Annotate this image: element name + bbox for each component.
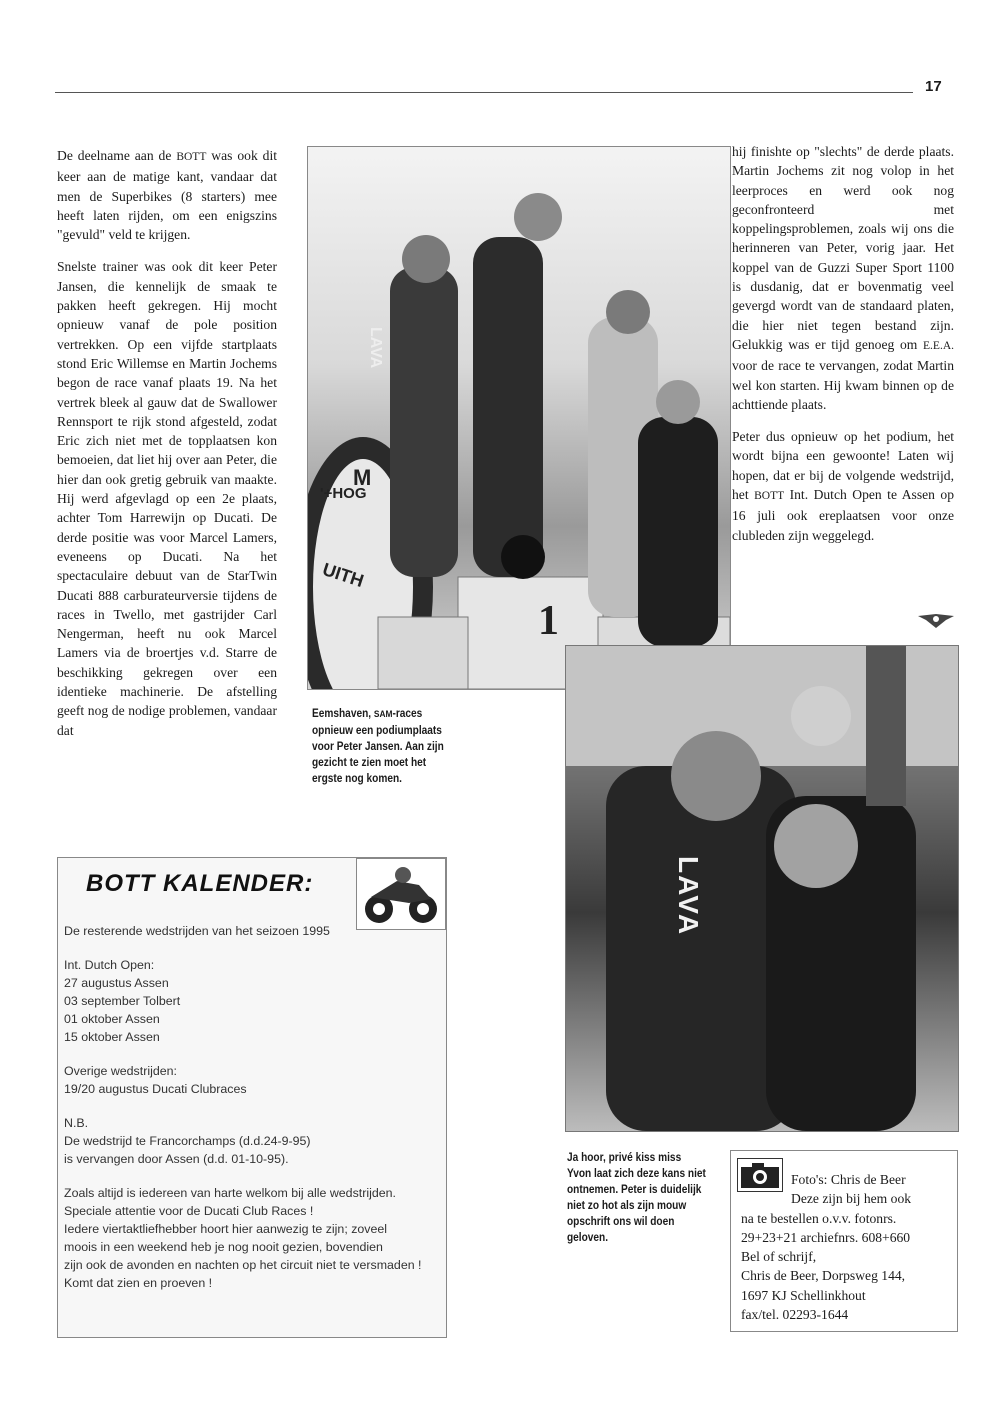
kalender-group-2: Overige wedstrijden: 19/20 augustus Ducati Clubraces	[64, 1064, 247, 1096]
podium-number: 1	[538, 598, 559, 644]
article-column-1	[57, 146, 277, 753]
photo-credit-box	[730, 1150, 958, 1332]
kalender-intro: De resterende wedstrijden van het seizoen 1995	[64, 924, 330, 938]
podium-illustration	[308, 147, 730, 689]
kiss-illustration	[566, 646, 958, 1131]
credit-text: Foto's: Chris de Beer Deze zijn bij hem ook na te bestellen o.v.v. fotonrs. 29+23+21 archiefnrs. 608+660 Bel of schrijf, Chris de Beer, Dorpsweg 144, 1697 KJ Schellinkhout fax/tel. 02293-1644	[741, 1172, 912, 1323]
paragraph-4: Peter dus opnieuw op het podium, het wordt bijna een gewoonte! Laten wij hopen, dat er bij de volgende wedstrijd, het BOTT Int. Dutch Open te Assen op 16 juli ook ereplaatsen voor onze clubleden zijn weggelegd.	[732, 429, 955, 543]
paragraph-1: De deelname aan de BOTT was ook dit keer aan de matige kant, vandaar dat men de Superbikes (8 starters) mee heeft laten rijden, om een enigszins "gevuld" veld te krijgen.	[57, 148, 278, 243]
banner-text-2: '+HOG	[320, 485, 367, 502]
kalender-group-3: N.B. De wedstrijd te Francorchamps (d.d.24-9-95) is vervangen door Assen (d.d. 01-10-95).	[64, 1116, 311, 1166]
kalender-closing: Zoals altijd is iedereen van harte welkom bij alle wedstrijden. Speciale attentie voor de Ducati Club Races ! Iedere viertaktliefhebber hoort hier aanwezig te zijn; zoveel moois in een weekend heb je nog nooit gezien, bovendien zijn ook de avonden en nachten op het circuit niet te versmaden ! Komt dat zien en proeven !	[64, 1186, 422, 1290]
kalender-group-1: Int. Dutch Open: 27 augustus Assen 03 september Tolbert 01 oktober Assen 15 oktober Assen	[64, 958, 181, 1044]
bott-kalender-box	[57, 857, 447, 1338]
photo-caption-2: Ja hoor, privé kiss miss Yvon laat zich deze kans niet ontnemen. Peter is duidelijk niet zo hot als zijn mouw opschrift ons wil doen geloven.	[567, 1152, 706, 1244]
paragraph-2: Snelste trainer was ook dit keer Peter Jansen, die kennelijk de smaak te pakken heeft gekregen. Hij mocht opnieuw vanaf de pole position vertrekken. Op een vijfde startplaats stond Eric Willemse en Martin Jochems begon de race vanaf plaats 19. Na het vertrek bleek al gauw dat de Swallower Rennsport te rijk stond afgesteld, zodat Eric zich niet met de topplaatsen kon bemoeien, dat liet hij over aan Peter, die hier dan ook gretig gebruik van maakte. Hij werd afgevlagd op een 2e plaats, achter Tom Harrewijn op Ducati. De derde positie was voor Marcel Lamers, eveneens op Ducati. Na het spectaculaire debuut van de StarTwin Ducati 888 carburateurversie tijdens de races in Twello, met gastrijder Carl Nengerman, heeft nu ook Marcel Lamers via de broertjes v.d. Starre de beschikking gekregen over een identieke machinerie. De afstelling geeft nog de nodige problemen, vandaar dat	[57, 259, 277, 738]
kiss-photo	[565, 645, 959, 1132]
sleeve-text: LAVA	[673, 856, 704, 937]
photo-caption-1: Eemshaven, SAM-races opnieuw een podiumplaats voor Peter Jansen. Aan zijn gezicht te zien moet het ergste nog komen.	[312, 708, 444, 785]
banner-text-1: M	[353, 465, 372, 490]
podium-photo	[307, 146, 731, 690]
kalender-text	[64, 922, 442, 1308]
suit-text: LAVA	[367, 327, 384, 369]
kalender-title: BOTT KALENDER:	[86, 870, 314, 897]
header-rule	[55, 92, 913, 93]
paragraph-3: hij finishte op "slechts" de derde plaats. Martin Jochems zit nog volop in het leerproces en werd ook nog geconfronteerd met koppelingsproblemen, zoals wij ons die herinneren van Peter, vorig jaar. Het koppel van de Guzzi Super Sport 1100 is dusdanig, dat er bovenmatig veel gevergd wordt van de standaard platen, die hier niet tegen bestand zijn. Gelukkig was er tijd genoeg om E.E.A. voor de race te vervangen, zodat Martin wel kon starten. Hij kwam binnen op de achttiende plaats.	[732, 144, 954, 412]
page-number: 17	[925, 78, 942, 95]
motorcycle-icon	[356, 858, 446, 930]
article-column-3	[732, 142, 954, 558]
banner-text-3: UITH	[320, 559, 367, 592]
club-logo-icon	[916, 610, 956, 632]
